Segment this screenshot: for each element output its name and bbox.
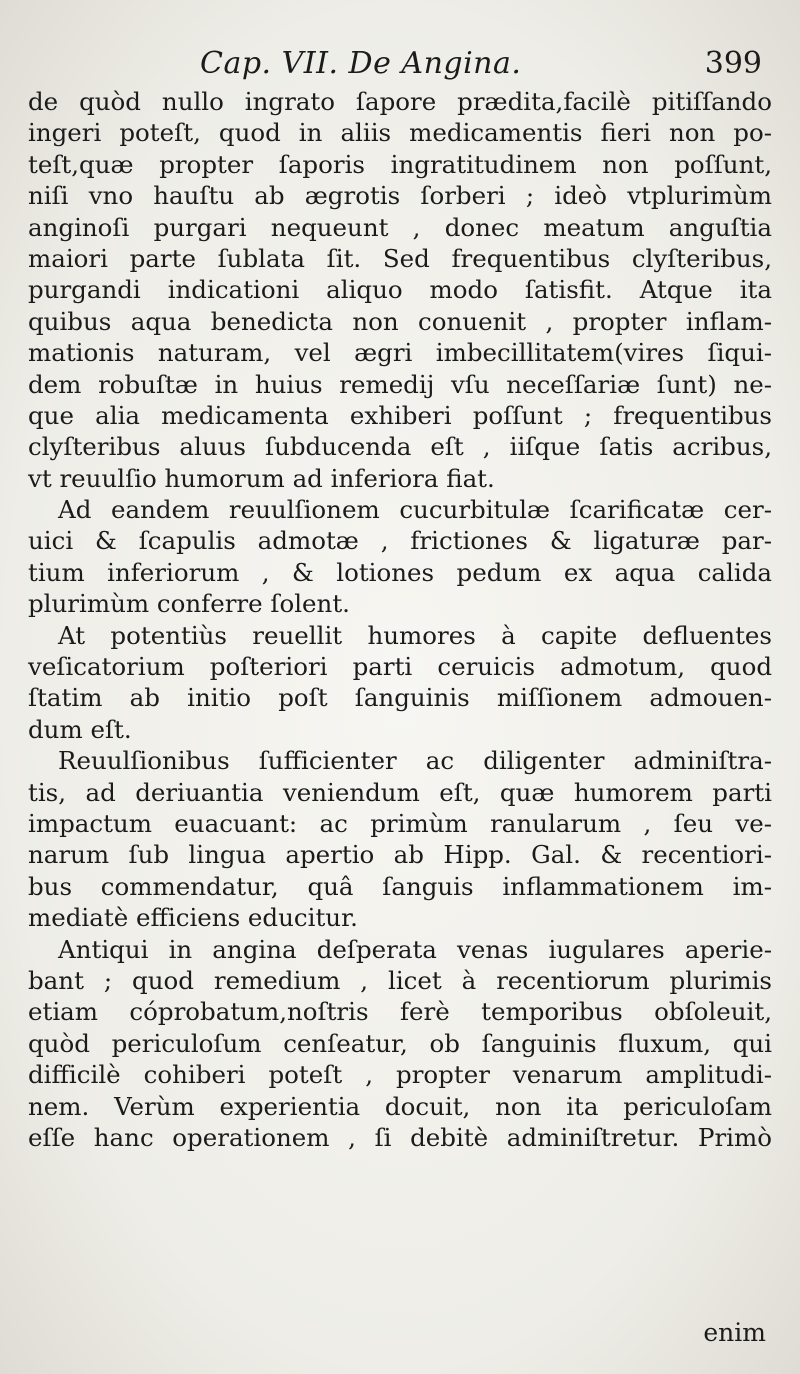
text-line: niſi vno hauſtu ab ægrotis ſorberi ; ideò vtplurimùm [28,181,772,211]
page-number: 399 [704,46,762,81]
text-line: mationis naturam, vel ægri imbecillitatem(vires ſiqui- [28,338,772,368]
text-line: clyſteribus aluus ſubducenda eſt , iiſque ſatis acribus, [28,432,772,462]
text-line: maiori parte ſublata ſit. Sed frequentibus clyſteribus, [28,243,772,273]
running-head: Cap. VII. De Angina. [200,46,522,81]
text-line: ingeri poteſt, quod in aliis medicamentis fieri non po- [28,118,772,148]
text-line: At potentiùs reuellit humores à capite defluentes [58,620,772,650]
text-line: tium inferiorum , & lotiones pedum ex aqua calida [28,557,772,587]
text-line: etiam cóprobatum,noſtris ferè temporibus obſoleuit, [28,997,772,1027]
text-line: impactum euacuant: ac primùm ranularum , ſeu ve- [28,808,772,838]
text-line: dum eſt. [28,714,132,744]
text-line: quibus aqua benedicta non conuenit , propter inflam- [28,306,772,336]
body-text [28,86,772,1153]
text-line: purgandi indicationi aliquo modo ſatisfit. Atque ita [28,275,772,305]
text-line: quòd periculoſum cenſeatur, ob ſanguinis fluxum, qui [28,1028,772,1058]
text-line: dem robuſtæ in huius remedij vſu neceſſariæ ſunt) ne- [28,369,772,399]
text-line: uici & ſcapulis admotæ , frictiones & ligaturæ par- [28,526,772,556]
text-line: bus commendatur, quâ ſanguis inflammationem im- [28,871,772,901]
text-line: Reuulſionibus ſufficienter ac diligenter adminiſtra- [58,746,772,776]
text-line: ſtatim ab initio poſt ſanguinis miſſionem admouen- [28,683,772,713]
text-line: Antiqui in angina deſperata venas iugulares aperie- [58,934,772,964]
text-line: teſt,quæ propter ſaporis ingratitudinem non poſſunt, [28,149,772,179]
text-line: tis, ad deriuantia veniendum eſt, quæ humorem parti [28,777,772,807]
page-header [30,40,770,90]
catchword: enim [703,1318,766,1347]
text-line: plurimùm conferre ſolent. [28,589,350,619]
text-line: narum ſub lingua apertio ab Hipp. Gal. & recentiori- [28,840,772,870]
text-line: bant ; quod remedium , licet à recentiorum plurimis [28,965,772,995]
text-line: difficilè cohiberi poteſt , propter venarum amplitudi- [28,1060,772,1090]
text-line: veſicatorium poſteriori parti ceruicis admotum, quod [28,652,772,682]
text-line: nem. Verùm experientia docuit, non ita periculoſam [28,1091,772,1121]
text-line: anginoſi purgari nequeunt , donec meatum anguſtia [28,212,772,242]
text-line: eſſe hanc operationem , ſi debitè adminiſtretur. Primò [28,1122,772,1152]
text-line: que alia medicamenta exhiberi poſſunt ; frequentibus [28,400,772,430]
text-line: mediatè efficiens educitur. [28,903,358,933]
text-line: de quòd nullo ingrato ſapore prædita,facilè pitiſſando [28,87,772,116]
text-line: vt reuulſio humorum ad inferiora fiat. [28,463,495,493]
text-line: Ad eandem reuulſionem cucurbitulæ ſcarificatæ cer- [58,495,772,525]
